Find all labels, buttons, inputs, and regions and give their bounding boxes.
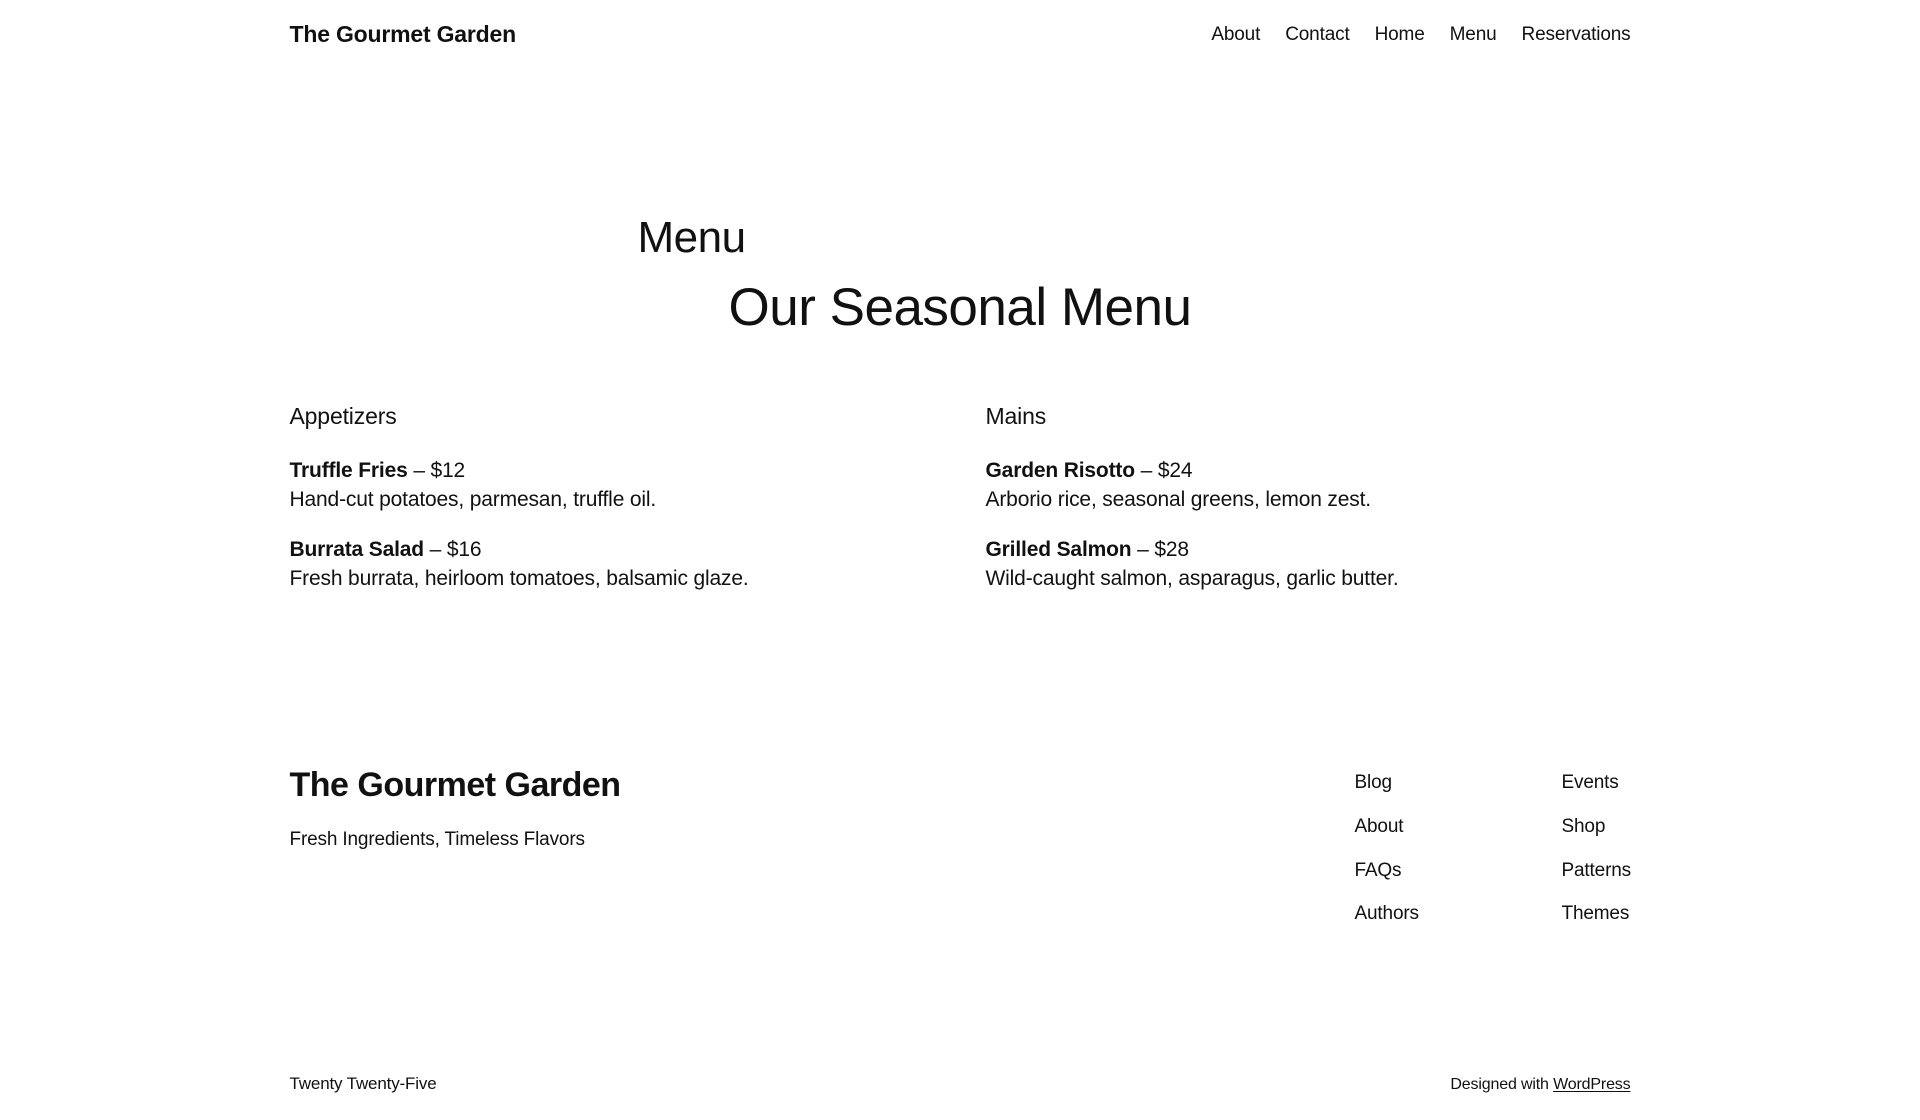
menu-section-appetizers [290, 403, 935, 617]
footer-link-column-2 [1562, 771, 1631, 946]
menu-section-title: Appetizers [289, 402, 397, 429]
menu-grid [290, 403, 1631, 617]
menu-item-name: Garden Risotto [985, 458, 1135, 482]
footer-site-title: The Gourmet Garden [289, 766, 621, 805]
footer-branding [290, 766, 621, 946]
nav-item-contact[interactable]: Contact [1285, 23, 1350, 45]
menu-item-description: Hand-cut potatoes, parmesan, truffle oil. [289, 487, 657, 511]
theme-name-text: Twenty Twenty-Five [289, 1074, 437, 1094]
page-title: Menu [637, 213, 746, 262]
credit-prefix-text: Designed with [1450, 1076, 1554, 1094]
menu-item-price: – $24 [1140, 458, 1193, 482]
footer-link-column-1 [1355, 771, 1562, 946]
main-content [0, 213, 1920, 616]
wordpress-link[interactable]: WordPress [1553, 1076, 1631, 1094]
nav-item-home[interactable]: Home [1374, 23, 1425, 45]
menu-item-name: Truffle Fries [289, 458, 408, 482]
page-hero [638, 213, 1283, 339]
menu-item [986, 457, 1631, 515]
footer-link-faqs[interactable]: FAQs [1354, 859, 1402, 881]
menu-item [290, 457, 935, 515]
menu-item-description: Wild-caught salmon, asparagus, garlic butter. [985, 567, 1399, 591]
footer-link-themes[interactable]: Themes [1561, 903, 1630, 925]
site-header [290, 0, 1631, 48]
main-nav [1211, 24, 1630, 46]
footer-link-about[interactable]: About [1354, 816, 1404, 838]
designed-with-credit [1450, 1076, 1630, 1094]
menu-item-description: Arborio rice, seasonal greens, lemon zest. [985, 487, 1371, 511]
menu-item-price: – $28 [1137, 538, 1189, 562]
seasonal-menu-heading: Our Seasonal Menu [728, 277, 1192, 337]
footer-link-patterns[interactable]: Patterns [1561, 859, 1631, 881]
menu-item [290, 536, 935, 594]
menu-item-name: Grilled Salmon [985, 538, 1132, 562]
nav-item-menu[interactable]: Menu [1449, 23, 1497, 45]
site-title-link[interactable]: The Gourmet Garden [289, 21, 516, 47]
footer-tagline: Fresh Ingredients, Timeless Flavors [289, 829, 585, 851]
footer-link-events[interactable]: Events [1561, 772, 1619, 794]
footer-link-blog[interactable]: Blog [1354, 772, 1392, 794]
footer-link-shop[interactable]: Shop [1561, 816, 1606, 838]
menu-item-price: – $16 [429, 538, 482, 562]
menu-item-description: Fresh burrata, heirloom tomatoes, balsamic glaze. [289, 567, 749, 591]
footer-link-columns [1355, 766, 1631, 946]
nav-item-about[interactable]: About [1211, 23, 1261, 45]
menu-item-price: – $12 [413, 458, 466, 482]
menu-section-title: Mains [985, 402, 1047, 429]
menu-section-mains [986, 403, 1631, 617]
site-footer [290, 766, 1631, 1120]
menu-item-name: Burrata Salad [289, 538, 424, 562]
menu-item [986, 536, 1631, 594]
nav-item-reservations[interactable]: Reservations [1521, 23, 1631, 45]
footer-link-authors[interactable]: Authors [1354, 903, 1419, 925]
